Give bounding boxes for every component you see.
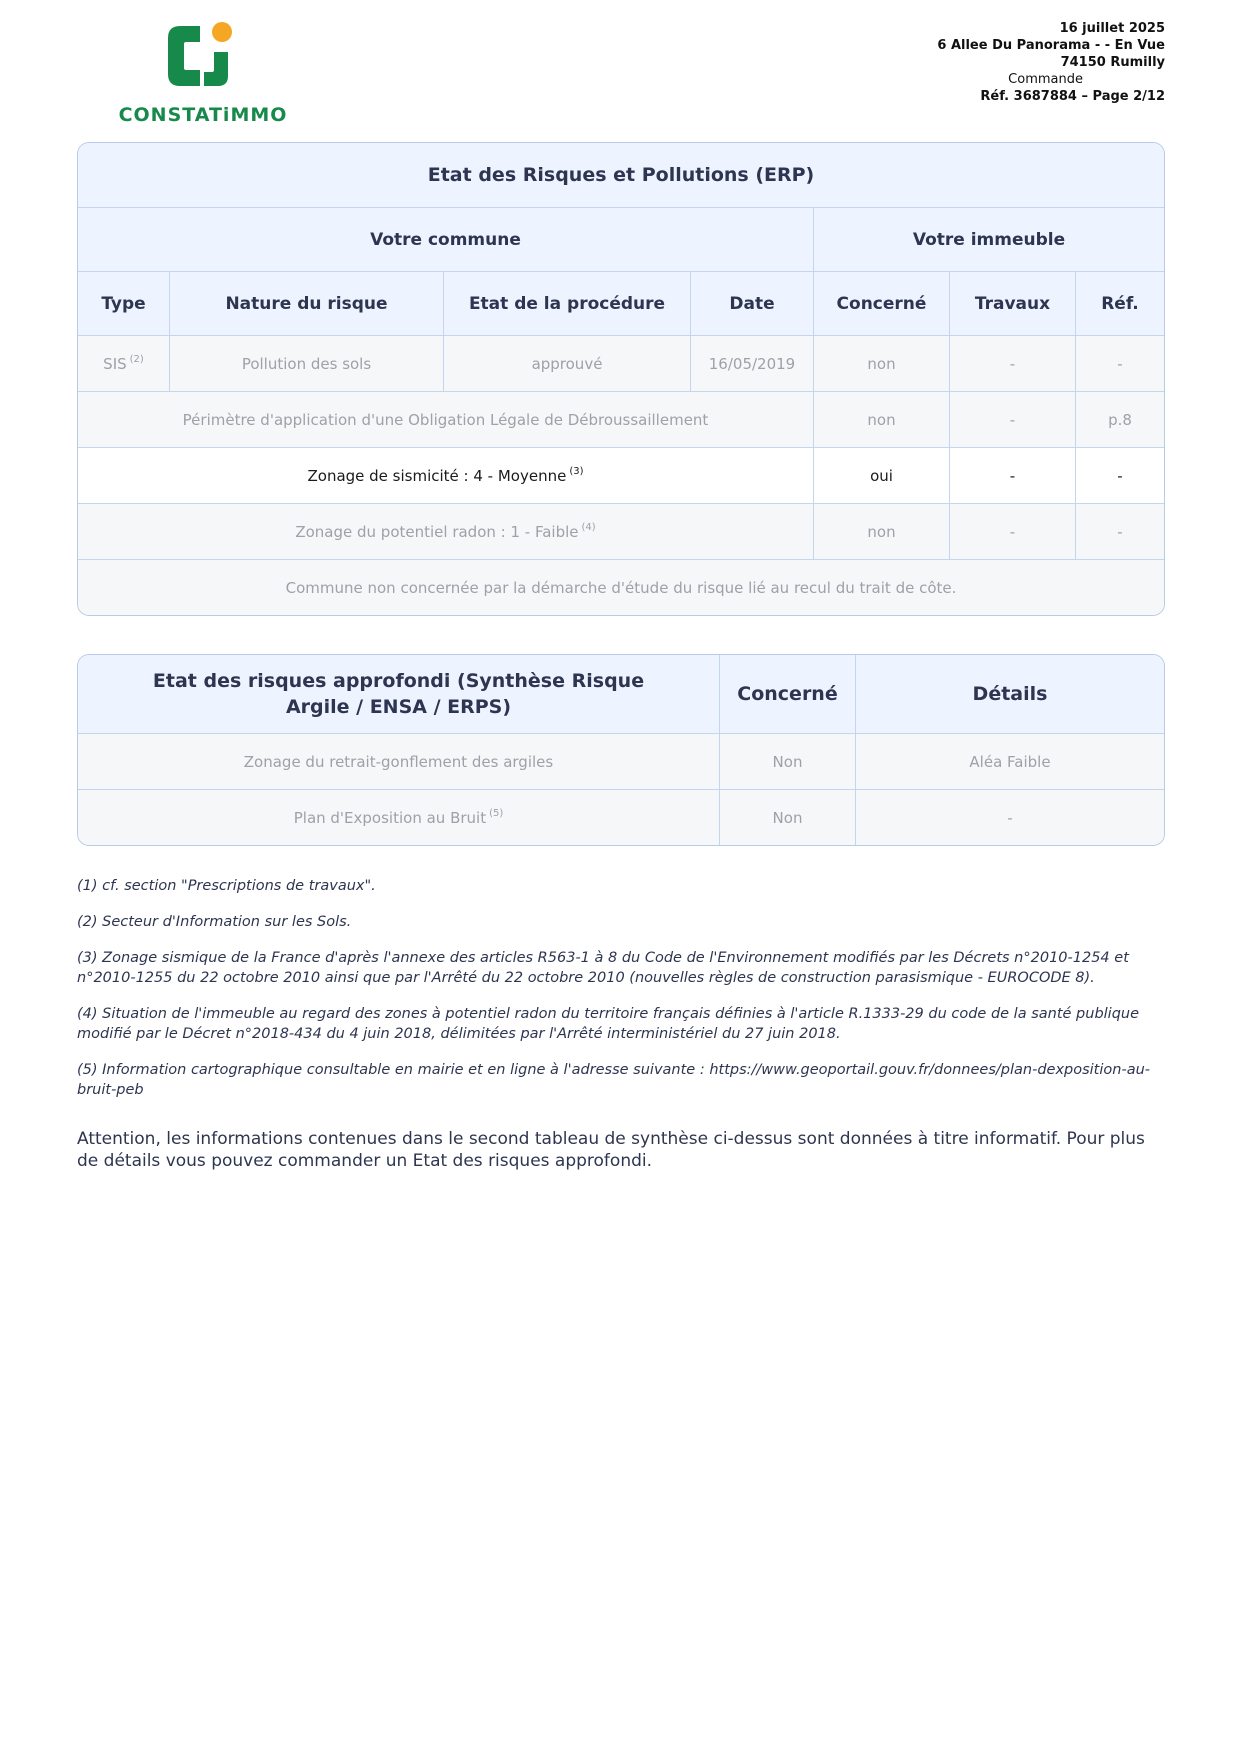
table-row — [78, 559, 1164, 615]
old-travaux: - — [949, 392, 1075, 447]
erp-title-row — [78, 143, 1164, 207]
trait-de-cote-note: Commune non concernée par la démarche d'étude du risque lié au recul du trait de côte. — [285, 578, 957, 597]
document-header — [937, 20, 1165, 105]
footnote-5: (5) Information cartographique consultable en mairie et en ligne à l'adresse suivante : https://www.geoportail.gouv.fr/donnees/plan-dexposition-au-bruit-peb — [77, 1062, 1150, 1098]
bruit-label: Plan d'Exposition au Bruit $^{(5)}$ — [293, 808, 504, 827]
col-concerne: Concerné — [719, 655, 855, 733]
table-row — [78, 335, 1164, 391]
sis-date: 16/05/2019 — [690, 336, 813, 391]
footnote-2: (2) Secteur d'Information sur les Sols. — [77, 914, 352, 930]
erp-group-row — [78, 207, 1164, 271]
table-row — [78, 789, 1164, 845]
erp-title: Etat des Risques et Pollutions (ERP) — [78, 143, 1164, 207]
radon-ref: - — [1075, 504, 1164, 559]
logo-text: CONSTATiMMO — [118, 104, 288, 126]
header-address-line2: 74150 Rumilly — [1060, 55, 1165, 70]
old-concerne: non — [813, 392, 949, 447]
bruit-details: - — [855, 790, 1164, 845]
argiles-concerne: Non — [719, 734, 855, 789]
logo-icon — [162, 20, 242, 96]
approfondi-header-row — [78, 655, 1164, 733]
attention-paragraph: Attention, les informations contenues dans le second tableau de synthèse ci-dessus sont données à titre informatif. Pour plus de détails vous pouvez commander un Etat des risques approfondi. — [77, 1129, 1145, 1171]
erp-column-header-row — [78, 271, 1164, 335]
radon-concerne: non — [813, 504, 949, 559]
table-row — [78, 391, 1164, 447]
company-logo — [118, 20, 288, 130]
group-votre-commune: Votre commune — [78, 208, 813, 271]
col-concerne: Concerné — [813, 272, 949, 335]
bruit-concerne: Non — [719, 790, 855, 845]
col-ref: Réf. — [1075, 272, 1164, 335]
sismicite-ref: - — [1075, 448, 1164, 503]
footnote-1: (1) cf. section "Prescriptions de travaux". — [77, 878, 376, 894]
table-row — [78, 503, 1164, 559]
header-address-line1: 6 Allee Du Panorama - - En Vue — [937, 38, 1165, 53]
sis-travaux: - — [949, 336, 1075, 391]
radon-travaux: - — [949, 504, 1075, 559]
table-row — [78, 733, 1164, 789]
footnotes — [77, 876, 1167, 1116]
sis-nature: Pollution des sols — [169, 336, 443, 391]
col-travaux: Travaux — [949, 272, 1075, 335]
erp-table — [77, 142, 1165, 616]
sis-ref: - — [1075, 336, 1164, 391]
old-label: Périmètre d'application d'une Obligation Légale de Débroussaillement — [182, 410, 709, 429]
argiles-details: Aléa Faible — [855, 734, 1164, 789]
col-etat-procedure: Etat de la procédure — [443, 272, 690, 335]
sis-concerne: non — [813, 336, 949, 391]
col-details: Détails — [855, 655, 1164, 733]
header-reference: Réf. 3687884 – Page 2/12 — [980, 89, 1165, 104]
header-date: 16 juillet 2025 — [1059, 21, 1165, 36]
footnote-4: (4) Situation de l'immeuble au regard des zones à potentiel radon du territoire français définies à l'article R.1333-29 du code de la santé publique modifié par le Décret n°2018-434 du 4 juin 2018, délimitées par l'Arrêté interministériel du 27 juin 2018. — [77, 1006, 1140, 1042]
sismicite-concerne: oui — [813, 448, 949, 503]
sis-etat: approuvé — [443, 336, 690, 391]
footnote-3: (3) Zonage sismique de la France d'après l'annexe des articles R563-1 à 8 du Code de l'Environnement modifiés par les Décrets n°2010-1254 et n°2010-1255 du 22 octobre 2010 ainsi que par l'Arrêté du 22 octobre 2010 (nouvelles règles de construction parasismique - EUROCODE 8). — [77, 950, 1129, 986]
old-ref: p.8 — [1075, 392, 1164, 447]
sismicite-label: Zonage de sismicité : 4 - Moyenne $^{(3)}$ — [307, 466, 584, 485]
argiles-label: Zonage du retrait-gonflement des argiles — [243, 752, 554, 771]
col-date: Date — [690, 272, 813, 335]
table-row — [78, 447, 1164, 503]
header-commande: Commande — [1008, 72, 1083, 87]
sismicite-travaux: - — [949, 448, 1075, 503]
sis-type: SIS $^{(2)}$ — [103, 354, 144, 373]
approfondi-title: Etat des risques approfondi (Synthèse Risque Argile / ENSA / ERPS) — [78, 655, 719, 733]
radon-label: Zonage du potentiel radon : 1 - Faible $^{(4)}$ — [295, 522, 596, 541]
col-type: Type — [78, 272, 169, 335]
approfondi-table — [77, 654, 1165, 846]
col-nature-du-risque: Nature du risque — [169, 272, 443, 335]
group-votre-immeuble: Votre immeuble — [813, 208, 1164, 271]
